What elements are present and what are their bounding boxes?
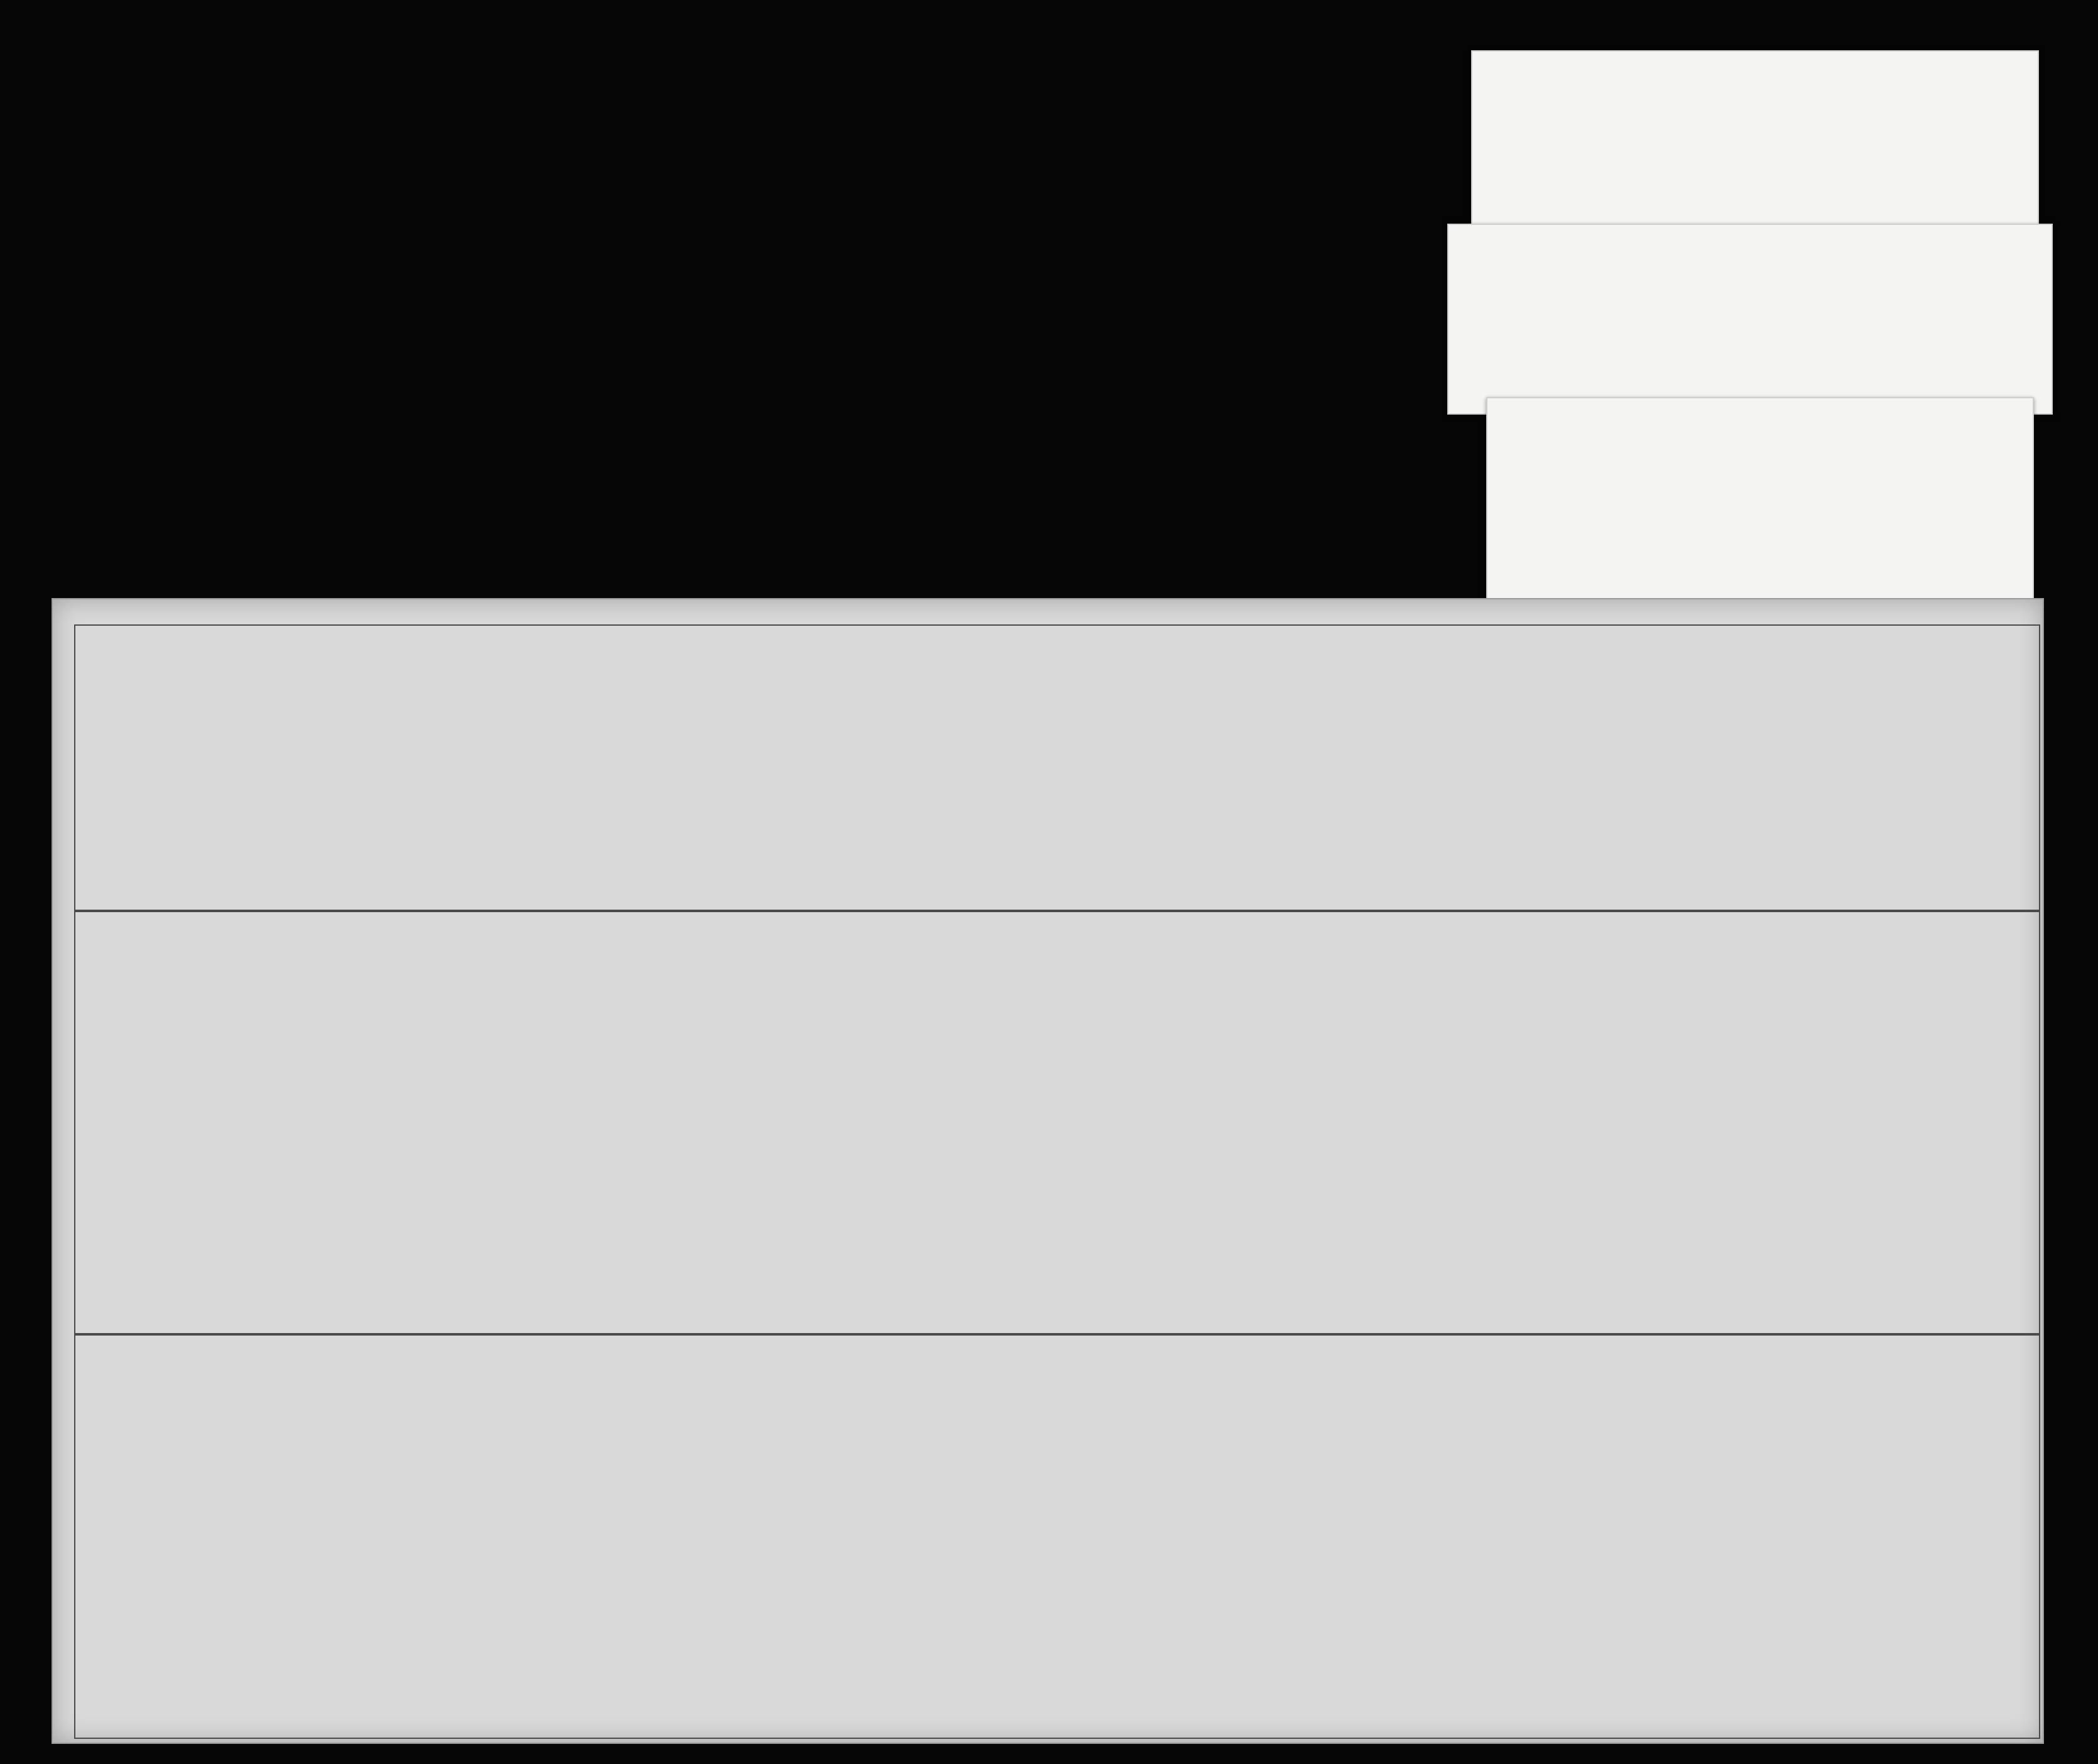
- middle-section: [74, 911, 2040, 1334]
- damaged-label: [1486, 397, 2034, 603]
- faded-document-label: [1471, 50, 2039, 241]
- crops-table: [74, 624, 2040, 911]
- lease-table: [74, 1334, 2040, 1739]
- pencil-writing-label: [1447, 224, 2053, 415]
